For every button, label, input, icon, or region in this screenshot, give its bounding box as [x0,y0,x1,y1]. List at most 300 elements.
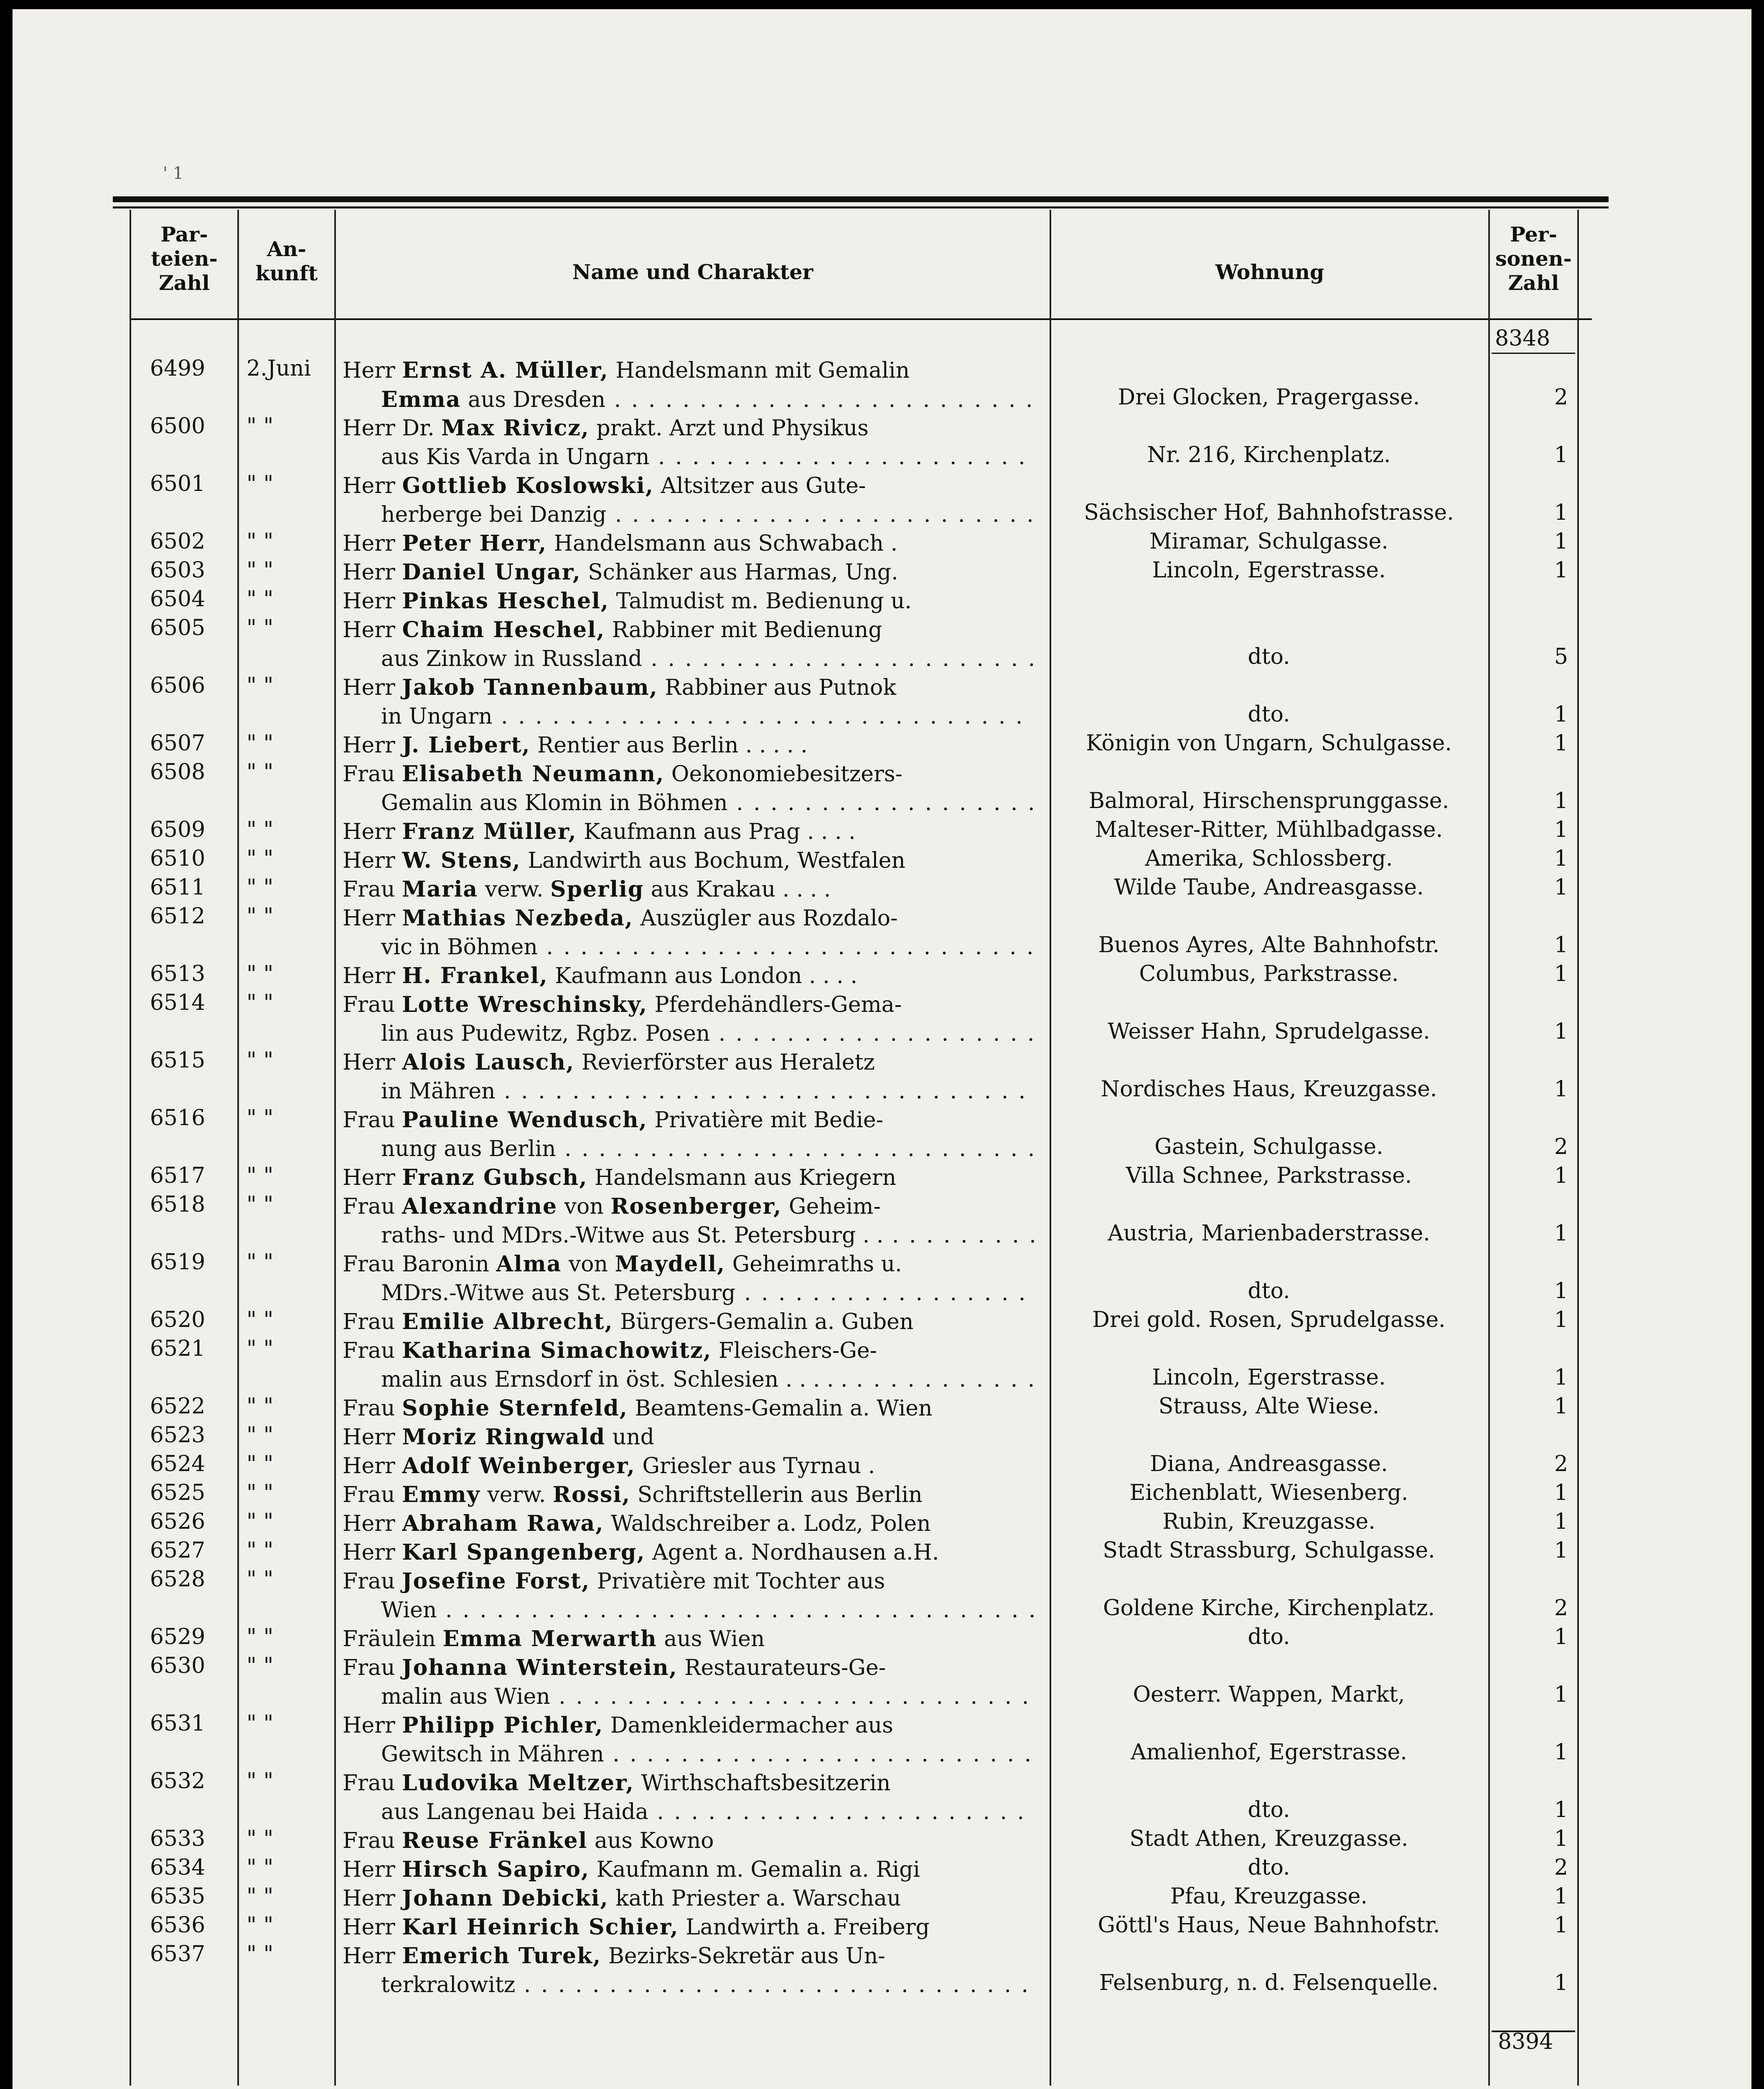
leader-dots [648,1799,1034,1825]
entry-lodging: Lincoln, Egerstrasse. [1152,1365,1386,1390]
entry-name-cell [343,961,1034,991]
entry-title: Herr [343,1944,395,1969]
entry-description: Handelsmann aus Kriegern [587,1165,897,1190]
entry-number: 6526 [150,1509,206,1534]
entry-description: Wirthschaftsbesitzerin [634,1771,891,1796]
entry-continuation [343,443,1034,472]
entry-companion: Emma [381,387,461,412]
arrival-date: " " [247,760,274,785]
entry-name: Pinkas Heschel, [402,588,610,614]
entry-number: 6530 [150,1653,206,1678]
entry-description: Schänker aus Harmas, Ung. [581,560,898,585]
entry-name-cell [343,1307,1034,1337]
entry-name-cell [343,990,1034,1048]
entry-name-cell [343,1250,1034,1308]
entry-lodging: Strauss, Alte Wiese. [1158,1394,1380,1419]
entry-persons: 1 [1554,1278,1568,1304]
entry-persons: 1 [1554,1077,1568,1102]
entry-description: kath Priester a. Warschau [608,1886,901,1911]
entry-persons: 1 [1554,1538,1568,1563]
entry-persons: 1 [1554,933,1568,958]
entry-name: Gottlieb Koslowski, [402,473,654,498]
entry-number: 6509 [150,817,206,842]
entry-persons: 1 [1554,1480,1568,1505]
entry-lodging: Stadt Strassburg, Schulgasse. [1103,1538,1435,1563]
entry-description: aus Wien [657,1626,765,1652]
arrival-date: " " [247,990,274,1015]
entry-title: Herr [343,1165,395,1190]
entry-title: Herr [343,1454,395,1479]
entry-persons: 1 [1554,1624,1568,1649]
entry-description: prakt. Arzt und Physikus [589,416,869,441]
arrival-date: " " [247,731,274,756]
entry-title: Herr [343,1886,395,1911]
entry-name: Franz Müller, [402,819,577,844]
entry-name: Maria [402,877,478,902]
entry-name: Lotte Wreschinsky, [402,992,648,1017]
entry-title: Herr [343,1540,395,1565]
arrival-date: " " [247,414,274,439]
entry-number: 6510 [150,846,206,871]
entry-name: Moriz Ringwald [402,1424,606,1450]
entry-number: 6517 [150,1163,206,1188]
arrival-date: " " [247,1480,274,1505]
entry-lodging: Königin von Ungarn, Schulgasse. [1086,731,1452,756]
entry-name-2: Rossi, [552,1482,631,1507]
entry-name-cell [343,1538,1034,1567]
entry-lodging: Drei Glocken, Pragergasse. [1118,385,1420,410]
entry-lodging: dto. [1248,644,1290,669]
entry-name-cell [343,731,1034,760]
entry-number: 6507 [150,731,206,756]
entry-title: Herr [343,1511,395,1536]
entry-description: Bürgers-Gemalin a. Guben [613,1309,914,1334]
entry-continuation-text: aus Kis Varda in Ungarn [381,445,650,470]
header-name: Name und Charakter [572,260,813,284]
entry-description: verw. [480,1482,553,1507]
entry-number: 6535 [150,1884,206,1909]
leader-dots [728,790,1034,816]
entry-title: Frau [343,1396,395,1421]
entry-number: 6512 [150,904,206,929]
entry-continuation-text: Wien [381,1598,437,1623]
entry-description: aus Kowno [587,1828,714,1853]
entry-persons: 1 [1554,1394,1568,1419]
entry-name-cell [343,1336,1034,1394]
leader-dots [710,1021,1034,1046]
entry-description: von [557,1194,611,1219]
entry-continuation [343,1279,1034,1308]
entry-description: Privatière mit Tochter aus [590,1569,885,1594]
entry-lodging: Buenos Ayres, Alte Bahnhofstr. [1098,933,1440,958]
arrival-date: " " [247,1567,274,1592]
entry-continuation-text: nung aus Berlin [381,1136,556,1161]
entry-description: Beamtens-Gemalin a. Wien [628,1396,933,1421]
entry-description: verw. [478,877,551,902]
entry-description-2: Geheim- [782,1194,881,1219]
entry-lodging: Gastein, Schulgasse. [1154,1134,1383,1159]
entry-description: Privatière mit Bedie- [647,1108,884,1133]
arrival-date: " " [247,1048,274,1073]
entry-title: Herr [343,819,395,844]
entry-continuation-text: malin aus Ernsdorf in öst. Schlesien . . . . . [381,1367,848,1392]
arrival-date: " " [247,1942,274,1967]
entry-continuation-text: herberge bei Danzig [381,502,607,527]
entry-continuation-text: aus Dresden [461,387,606,412]
entry-name-cell [343,1913,1034,1942]
header-parteien-l2: teien- [151,247,218,271]
entry-name-cell [343,1394,1034,1423]
entry-name-cell [343,558,1034,587]
entry-lodging: Wilde Taube, Andreasgasse. [1114,875,1424,900]
entry-name: Chaim Heschel, [402,617,605,643]
entry-lodging: Diana, Andreasgasse. [1150,1451,1388,1477]
entry-continuation-text: aus Langenau bei Haida [381,1799,648,1825]
arrival-date: " " [247,1913,274,1938]
entry-name: Alois Lausch, [402,1050,575,1075]
entry-title: Herr [343,618,395,643]
entry-continuation [343,933,1034,962]
entry-description: Griesler aus Tyrnau . [635,1454,875,1479]
entry-lodging: Sächsischer Hof, Bahnhofstrasse. [1084,500,1454,525]
entry-number: 6525 [150,1480,206,1505]
arrival-date: " " [247,1105,274,1131]
entry-title: Herr [343,733,395,758]
entry-name-2: Maydell, [615,1251,726,1277]
entry-description: Bezirks-Sekretär aus Un- [601,1944,885,1969]
entry-title: Frau [343,992,395,1017]
entry-name: Alexandrine [402,1194,558,1219]
entry-lodging: Balmoral, Hirschensprunggasse. [1088,788,1449,813]
leader-dots [556,1136,1034,1161]
entry-title: Herr [343,560,395,585]
entry-continuation [343,1596,1034,1625]
entry-name: Jakob Tannenbaum, [402,675,658,700]
entry-number: 6504 [150,587,206,612]
entry-name-cell [343,1942,1034,2000]
entry-name-cell [343,1192,1034,1250]
entry-name-cell [343,875,1034,904]
entry-name: Peter Herr, [402,531,547,556]
entry-name: Philipp Pichler, [402,1713,604,1738]
header-personen-l3: Zahl [1508,271,1559,295]
entry-continuation [343,1221,1034,1250]
entry-name-cell [343,673,1034,731]
entry-title: Frau [343,1309,395,1334]
entry-number: 6511 [150,875,206,900]
entry-title: Frau [343,1252,395,1277]
entry-description: Altsitzer aus Gute- [653,473,866,498]
entry-title: Herr [343,1425,395,1450]
header-personen [1490,222,1577,295]
arrival-date: " " [247,1250,274,1275]
entry-name-cell [343,1451,1034,1481]
entry-name: Karl Heinrich Schier, [402,1914,679,1940]
entry-name-cell [343,1480,1034,1510]
entry-persons: 2 [1554,1451,1568,1477]
entry-persons: 2 [1554,1134,1568,1159]
entry-name-cell [343,846,1034,875]
entry-continuation-text: in Ungarn [381,704,493,729]
carry-in-total: 8348 [1495,326,1550,351]
entry-title: Herr [343,1050,395,1075]
entry-number: 6524 [150,1451,206,1477]
entry-lodging: Goldene Kirche, Kirchenplatz. [1103,1596,1435,1621]
arrival-date: " " [247,961,274,986]
entry-continuation-text: malin aus Wien [381,1684,550,1709]
entry-title: Herr [343,1915,395,1940]
leader-dots [642,646,1034,671]
header-parteien [131,222,237,295]
entry-description: von [562,1252,615,1277]
header-ankunft [239,237,334,285]
entry-number: 6499 [150,356,206,381]
entry-description: Kaufmann aus Prag . . . . [577,819,856,844]
arrival-date: " " [247,529,274,554]
entry-number: 6503 [150,558,206,583]
entry-persons: 1 [1554,1019,1568,1044]
entry-persons: 1 [1554,1826,1568,1851]
entry-name-cell [343,356,1034,414]
entry-number: 6534 [150,1855,206,1880]
entry-number: 6502 [150,529,206,554]
entry-description: Landwirth a. Freiberg [679,1915,930,1940]
top-rule-thin [113,206,1609,208]
leader-dots [493,704,1034,729]
entry-description: Oekonomiebesitzers- [664,762,903,787]
entry-persons: 1 [1554,1740,1568,1765]
entry-lodging: Columbus, Parkstrasse. [1139,961,1399,986]
entry-continuation [343,1682,1034,1711]
entry-name: Sophie Sternfeld, [402,1395,628,1421]
corner-mark: ' 1 [163,164,184,183]
entry-persons: 5 [1554,644,1568,669]
entry-persons: 1 [1554,1509,1568,1534]
leader-dots [848,1367,1034,1392]
arrival-date: " " [247,904,274,929]
entry-name: Ernst A. Müller, [402,358,609,383]
entry-title: Herr [343,848,395,873]
entry-continuation [343,501,1034,529]
entry-title: Herr [343,675,395,700]
entry-description: Auszügler aus Rozdalo- [633,906,898,931]
entry-name-cell [343,1711,1034,1769]
entry-number: 6516 [150,1105,206,1131]
entry-name: Emilie Albrecht, [402,1309,613,1334]
arrival-date: " " [247,1711,274,1736]
entry-name-cell [343,471,1034,529]
arrival-date: " " [247,1769,274,1794]
entry-name: Mathias Nezbeda, [402,905,634,931]
entry-description-2: Schriftstellerin aus Berlin [630,1482,923,1507]
entry-persons: 2 [1554,385,1568,410]
entry-lodging: Lincoln, Egerstrasse. [1152,558,1386,583]
entry-title: Herr [343,906,395,931]
entry-persons: 2 [1554,1596,1568,1621]
entry-name: J. Liebert, [402,732,531,758]
arrival-date: " " [247,1653,274,1678]
entry-lodging: Pfau, Kreuzgasse. [1170,1884,1368,1909]
entry-continuation-text: lin aus Pudewitz, Rgbz. Posen [381,1021,710,1046]
arrival-date: " " [247,1624,274,1649]
entry-name: Franz Gubsch, [402,1165,588,1190]
entry-lodging: dto. [1248,1624,1290,1649]
header-personen-l2: sonen- [1495,247,1572,271]
entry-description: und [605,1425,654,1450]
leader-dots [604,1742,1034,1767]
entry-name-cell [343,1048,1034,1106]
carry-in-rule [1492,353,1575,354]
entry-title: Herr [343,589,395,614]
entry-persons: 1 [1554,817,1568,842]
entry-name-cell [343,1509,1034,1538]
header-wohnung: Wohnung [1215,260,1324,284]
entry-continuation [343,1077,1034,1106]
entry-continuation-text: Gemalin aus Klomin in Böhmen [381,790,728,816]
col-line-5 [1488,210,1490,2086]
arrival-date: " " [247,1826,274,1851]
entry-title: Herr [343,963,395,989]
entry-number: 6500 [150,414,206,439]
arrival-date: " " [247,1394,274,1419]
entry-number: 6532 [150,1769,206,1794]
entry-lodging: Villa Schnee, Parkstrasse. [1126,1163,1412,1188]
entry-name: Reuse Fränkel [402,1828,588,1853]
arrival-date: " " [247,471,274,496]
entry-persons: 1 [1554,1307,1568,1332]
entry-lodging: Malteser-Ritter, Mühlbadgasse. [1095,817,1443,842]
entry-description: Talmudist m. Bedienung u. [609,589,912,614]
entry-continuation [343,1365,1034,1394]
entry-number: 6515 [150,1048,206,1073]
entry-continuation [343,1019,1034,1048]
entry-prefix: Baronin [395,1252,496,1277]
entry-lodging: dto. [1248,1797,1290,1822]
entry-number: 6519 [150,1250,206,1275]
entry-number: 6501 [150,471,206,496]
entry-name-cell [343,1423,1034,1452]
entry-title: Frau [343,1338,395,1363]
entry-continuation-text: vic in Böhmen [381,935,538,960]
entry-number: 6528 [150,1567,206,1592]
entry-title: Frau [343,1108,395,1133]
entry-continuation [343,1135,1034,1164]
entry-continuation-text: terkralowitz [381,1972,516,1998]
arrival-date: " " [247,1509,274,1534]
leader-dots [606,502,1034,527]
entry-description: Rabbiner aus Putnok [658,675,896,700]
entry-lodging: Nordisches Haus, Kreuzgasse. [1101,1077,1437,1102]
header-ankunft-l1: An- [267,237,306,261]
entry-persons: 1 [1554,1970,1568,1995]
entry-lodging: Austria, Marienbaderstrasse. [1108,1221,1430,1246]
entry-name-cell [343,1769,1034,1827]
leader-dots [515,1972,1034,1998]
entry-number: 6506 [150,673,206,698]
header-personen-l1: Per- [1510,222,1557,247]
entry-continuation-text: in Mähren [381,1079,496,1104]
entry-name-cell [343,904,1034,962]
entry-number: 6505 [150,615,206,640]
entry-title: Herr [343,473,395,498]
entry-lodging: Amerika, Schlossberg. [1145,846,1393,871]
leader-dots [735,1281,1034,1306]
leader-dots [550,1684,1034,1709]
entry-persons: 1 [1554,1682,1568,1707]
entry-title: Frau [343,1194,395,1219]
entry-prefix: Dr. [395,416,442,441]
entry-description-2: Geheimraths u. [725,1252,902,1277]
col-line-2 [237,210,239,2086]
entry-description: Pferdehändlers-Gema- [647,992,902,1017]
leader-dots [605,387,1034,412]
header-parteien-l1: Par- [160,222,208,247]
entry-number: 6529 [150,1624,206,1649]
entry-description: Agent a. Nordhausen a.H. [645,1540,939,1565]
entry-persons: 2 [1554,1855,1568,1880]
entry-persons: 1 [1554,1163,1568,1188]
arrival-date: " " [247,1307,274,1332]
entry-description: Handelsmann mit Gemalin [608,358,910,383]
entry-name: Daniel Ungar, [402,559,581,585]
entry-continuation [343,702,1034,731]
entry-number: 6536 [150,1913,206,1938]
arrival-date: " " [247,875,274,900]
entry-name: Pauline Wendusch, [402,1107,648,1133]
entry-lodging: dto. [1248,1855,1290,1880]
entry-name-cell [343,1163,1034,1192]
entry-number: 6508 [150,760,206,785]
entry-title: Herr [343,358,395,383]
header-bottom-rule [130,318,1592,320]
entry-continuation-text: raths- und MDrs.-Witwe aus St. Petersburg . . [381,1223,884,1248]
entry-continuation [343,645,1034,673]
entry-persons: 1 [1554,1884,1568,1909]
entry-description: Restaurateurs-Ge- [677,1655,886,1680]
top-rule-thick [113,196,1609,202]
entry-name: Adolf Weinberger, [402,1453,635,1479]
entry-persons: 1 [1554,1221,1568,1246]
entry-continuation [343,789,1034,818]
leader-dots [649,445,1034,470]
entry-title: Frau [343,1655,395,1680]
entry-name: Katharina Simachowitz, [402,1338,712,1363]
arrival-date: " " [247,1336,274,1361]
entry-name-cell [343,615,1034,673]
entry-persons: 1 [1554,1913,1568,1938]
entry-name: H. Frankel, [402,963,548,989]
entry-name: Emerich Turek, [402,1943,602,1969]
entry-name: Emma Merwarth [442,1626,657,1652]
entry-continuation [343,1971,1034,2000]
arrival-date: " " [247,1884,274,1909]
entry-title: Frau [343,1771,395,1796]
entry-title: Frau [343,877,395,902]
entry-lodging: dto. [1248,702,1290,727]
entry-lodging: Eichenblatt, Wiesenberg. [1129,1480,1408,1505]
header-parteien-l3: Zahl [159,271,210,295]
arrival-date: " " [247,1451,274,1477]
entry-description: Handelsmann aus Schwabach . [547,531,898,556]
entry-name-cell [343,1826,1034,1855]
arrival-date: " " [247,673,274,698]
entry-title: Herr [343,531,395,556]
entry-name: W. Stens, [402,848,521,873]
entry-persons: 1 [1554,500,1568,525]
entry-name-2: Sperlig [550,877,644,902]
arrival-date: " " [247,1163,274,1188]
entry-name-cell [343,1567,1034,1625]
